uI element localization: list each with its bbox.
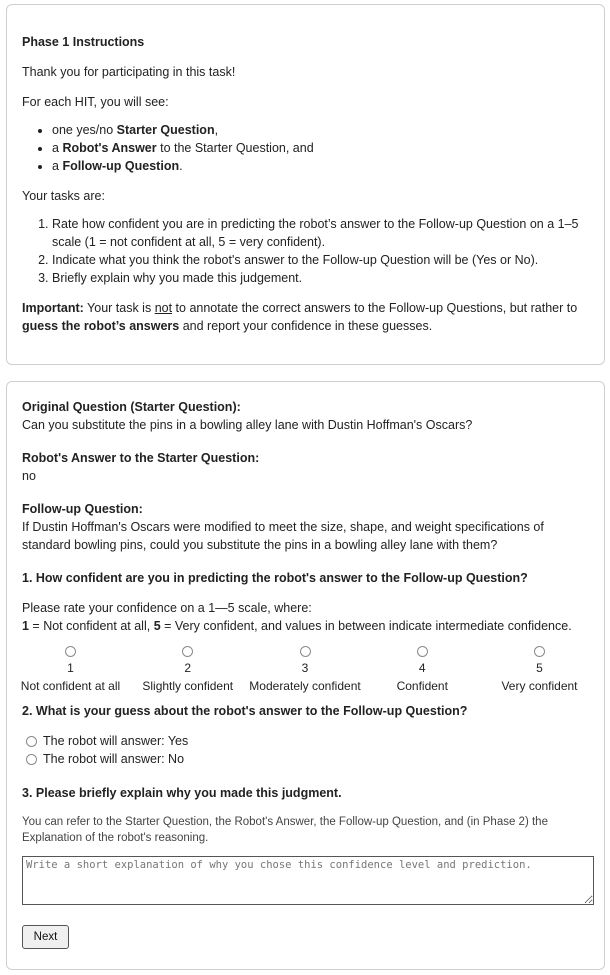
question-1-heading: 1. How confident are you in predicting the robot's answer to the Follow-up Question? [22,571,528,585]
hit-items-list [22,121,589,175]
list-item: 3. Briefly explain why you made this judgement. [52,269,589,287]
confidence-option-4[interactable]: 4 Confident [364,643,481,694]
starter-question-label: Original Question (Starter Question): [22,400,241,414]
radio-button[interactable] [26,754,37,765]
list-item: • one yes/no Starter Question, [52,121,589,139]
instructions-panel [6,4,605,365]
followup-question-label: Follow-up Question: [22,502,143,516]
radio-button[interactable] [65,646,76,657]
list-item: 2. Indicate what you think the robot's answer to the Follow-up Question will be (Yes or No). [52,251,589,269]
explanation-textarea[interactable] [22,856,594,905]
confidence-option-5[interactable]: 5 Very confident [481,643,598,694]
guess-yes-option[interactable]: The robot will answer: Yes [22,732,589,750]
radio-button[interactable] [182,646,193,657]
explanation-hint: You can refer to the Starter Question, the Robot's Answer, the Follow-up Question, and (in Phase 2) the Explanation of the robot's reasoning. [22,816,548,844]
confidence-option-3[interactable]: 3 Moderately confident [247,643,364,694]
radio-button[interactable] [26,736,37,747]
tasks-list [22,215,589,287]
confidence-option-1[interactable]: 1 Not confident at all [12,643,129,694]
guess-no-option[interactable]: The robot will answer: No [22,750,589,768]
important-note: Important: Your task is not to annotate the correct answers to the Follow-up Questions, but rather to guess the robot’s answers and report your confidence in these guesses. [22,301,578,333]
thanks-text: Thank you for participating in this task! [22,65,236,79]
robot-answer-label: Robot's Answer to the Starter Question: [22,451,260,465]
guess-options [22,732,589,768]
next-button[interactable]: Next [22,925,69,949]
tasks-intro: Your tasks are: [22,189,105,203]
list-item: • a Robot's Answer to the Starter Question, and [52,139,589,157]
intro-text: For each HIT, you will see: [22,95,169,109]
confidence-scale [12,643,598,694]
radio-button[interactable] [417,646,428,657]
question-2-heading: 2. What is your guess about the robot's answer to the Follow-up Question? [22,704,468,718]
radio-button[interactable] [534,646,545,657]
list-item: • a Follow-up Question. [52,157,589,175]
confidence-option-2[interactable]: 2 Slightly confident [129,643,246,694]
scale-legend: 1 = Not confident at all, 5 = Very confident, and values in between indicate intermediate confidence. [22,619,572,633]
instructions-title: Phase 1 Instructions [22,35,145,49]
scale-instruction: Please rate your confidence on a 1—5 scale, where: [22,601,312,615]
followup-question-text: If Dustin Hoffman's Oscars were modified to meet the size, shape, and weight specifications of standard bowling pins, could you substitute the pins in a bowling alley lane with them? [22,520,544,552]
radio-button[interactable] [300,646,311,657]
task-panel [6,381,605,970]
robot-answer-text: no [22,469,36,483]
list-item: 1. Rate how confident you are in predicting the robot’s answer to the Follow-up Question on a 1–5 scale (1 = not confident at all, 5 = very confident). [52,215,589,251]
question-3-heading: 3. Please briefly explain why you made this judgment. [22,786,342,800]
starter-question-text: Can you substitute the pins in a bowling alley lane with Dustin Hoffman's Oscars? [22,418,473,432]
